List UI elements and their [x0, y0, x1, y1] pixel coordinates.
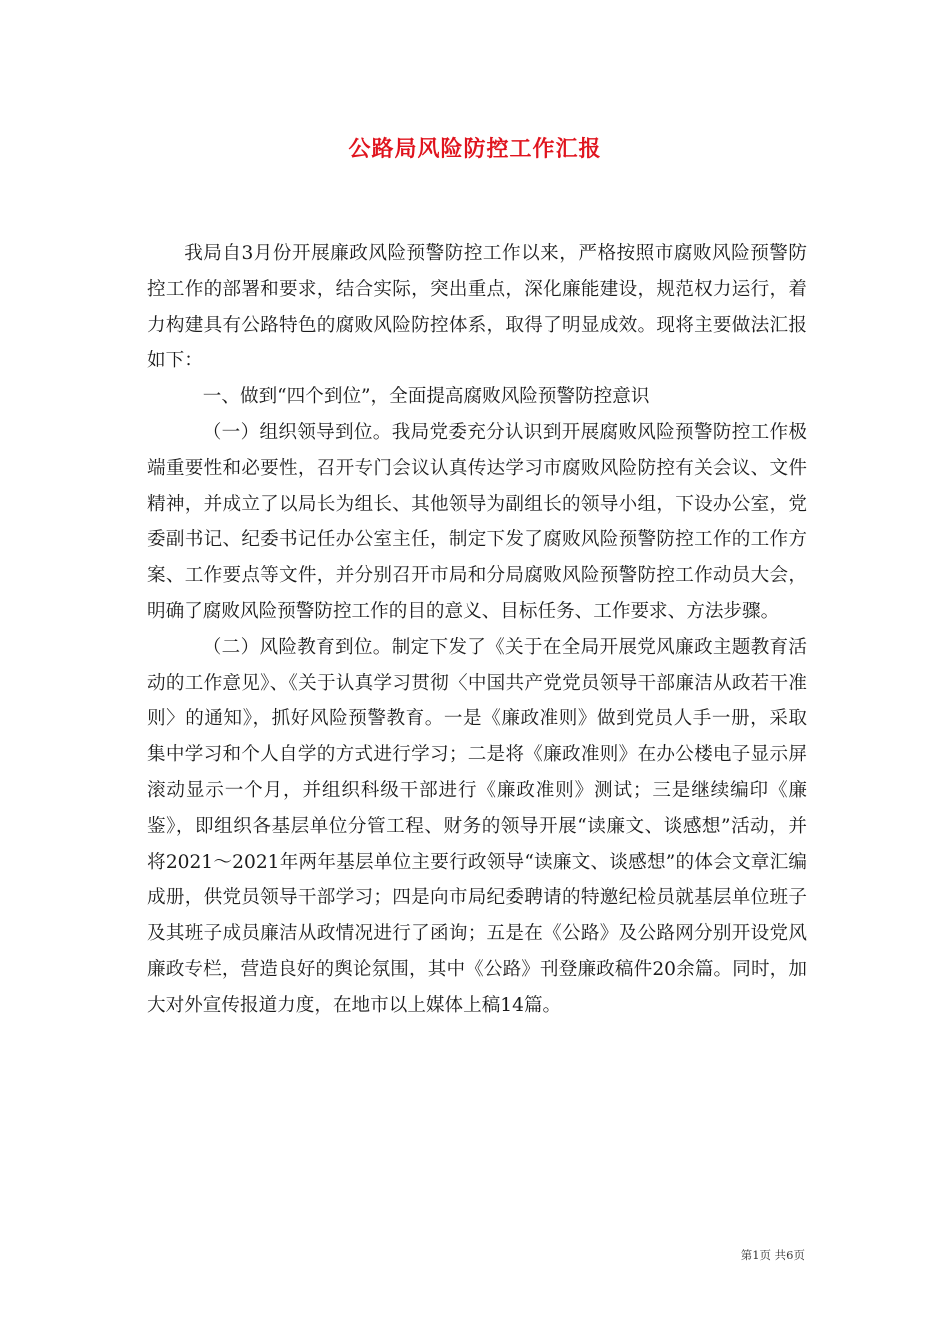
document-title: 公路局风险防控工作汇报	[348, 136, 602, 162]
section-heading: 一、做到“四个到位”，全面提高腐败风险预警防控意识	[202, 386, 650, 408]
intro-paragraph: 我局自3月份开展廉政风险预警防控工作以来，严格按照市腐败风险预警防控工作的部署和要求，结合实际，突出重点，深化廉能建设，规范权力运行，着力构建具有公路特色的腐败风险防控体系，取得了明显成效。现将主要做法汇报如下：	[147, 243, 807, 372]
subsection-paragraph-1: （一）组织领导到位。我局党委充分认识到开展腐败风险预警防控工作极端重要性和必要性，召开专门会议认真传达学习市腐败风险防控有关会议、文件精神，并成立了以局长为组长、其他领导为副组长的领导小组，下设办公室，党委副书记、纪委书记任办公室主任，制定下发了腐败风险预警防控工作的工作方案、工作要点等文件，并分别召开市局和分局腐败风险预警防控工作动员大会，明确了腐败风险预警防控工作的目的意义、目标任务、工作要求、方法步骤。	[147, 421, 807, 622]
document-body	[147, 236, 807, 1024]
subsection-paragraph-2: （二）风险教育到位。制定下发了《关于在全局开展党风廉政主题教育活动的工作意见》、《关于认真学习贯彻〈中国共产党党员领导干部廉洁从政若干准则〉的通知》，抓好风险预警教育。一是《廉政准则》做到党员人手一册，采取集中学习和个人自学的方式进行学习；二是将《廉政准则》在办公楼电子显示屏滚动显示一个月，并组织科级干部进行《廉政准则》测试；三是继续编印《廉鉴》，即组织各基层单位分管工程、财务的领导开展“读廉文、谈感想”活动，并将2021～2021年两年基层单位主要行政领导“读廉文、谈感想”的体会文章汇编成册，供党员领导干部学习；四是向市局纪委聘请的特邀纪检员就基层单位班子及其班子成员廉洁从政情况进行了函询；五是在《公路》及公路网分别开设党风廉政专栏，营造良好的舆论氛围，其中《公路》刊登廉政稿件20余篇。同时，加大对外宣传报道力度，在地市以上媒体上稿14篇。	[147, 636, 807, 1016]
page-number: 第1页 共6页	[740, 1248, 805, 1262]
